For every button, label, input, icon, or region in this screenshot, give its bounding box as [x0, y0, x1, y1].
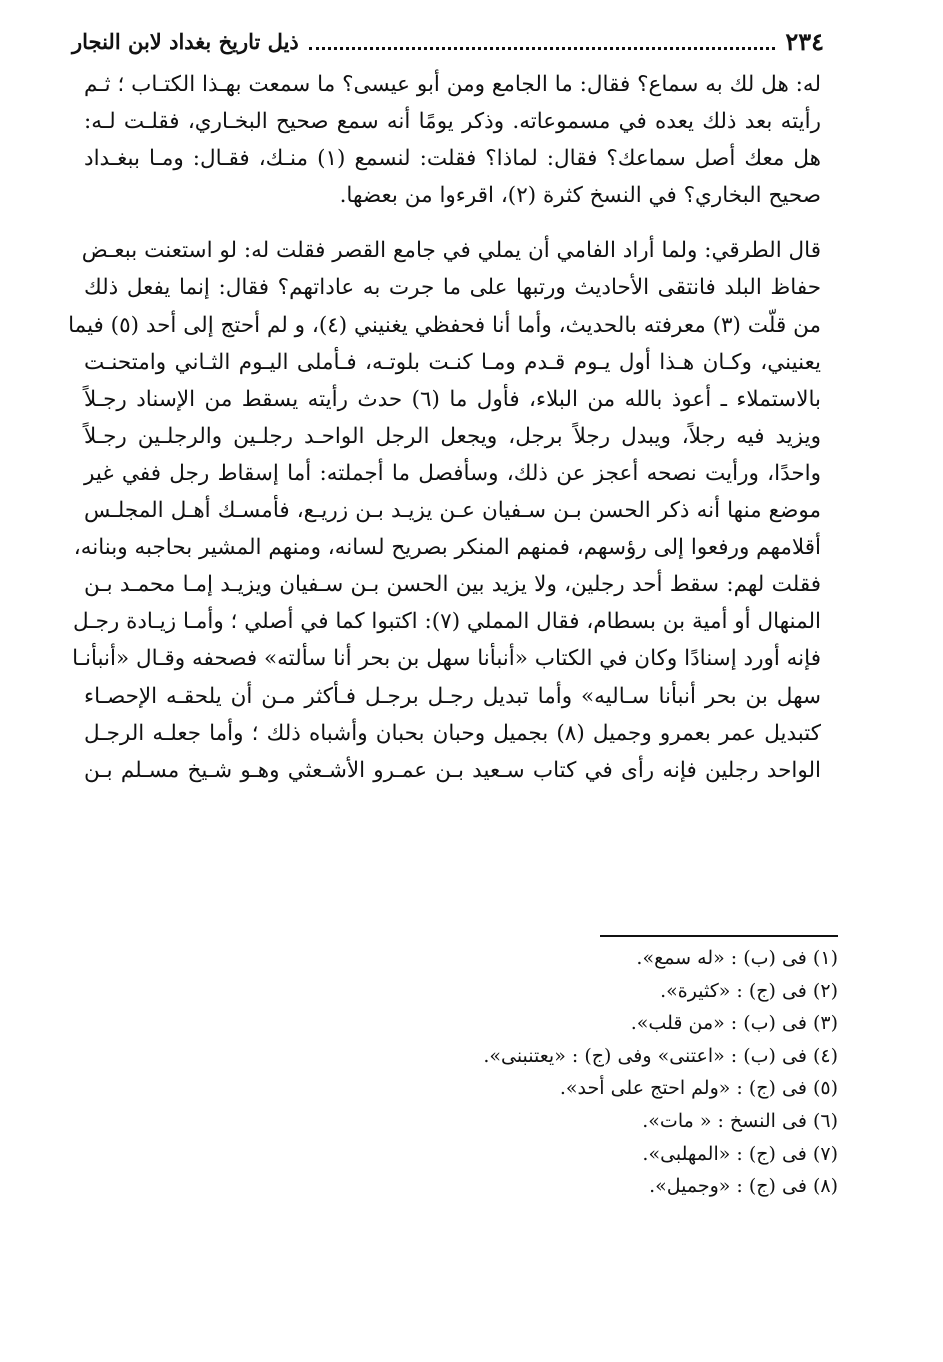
page-number: ٢٣٤	[785, 27, 824, 56]
text-line: ويزيد فيه رجلاً، ويبدل رجلاً برجل، ويجعل الرجل الواحـد رجلـين والرجلـين رجـلاً	[84, 423, 821, 449]
paragraph-1	[84, 66, 821, 214]
text-line: أقلامهم ورفعوا إلى رؤسهم، فمنهم المنكر بصريح لسانه، ومنهم المشير بحاجبه وبنانه،	[73, 535, 821, 561]
text-line: صحيح البخاري؟ في النسخ كثرة (٢)، اقرءوا من بعضها.	[339, 183, 821, 209]
text-line: حفاظ البلد فانتقى الأحاديث ورتبها على ما جرت به عاداتهم؟ فقال: إنما يفعل ذلك	[84, 275, 821, 301]
text-line: قال الطرقي: ولما أراد الفامي أن يملي في جامع القصر فقلت له: لو استعنت ببعـض	[81, 238, 821, 264]
text-line: المنهال أو أمية بن بسطام، فقال المملي (٧): اكتبوا كما في أصلي ؛ وأمـا زيـادة رجـل	[73, 609, 821, 635]
text-line: واحدًا، ورأيت نصحه أعجز عن ذلك، وسأفصل ما أجملته: أما إسقاط رجل ففي غير	[84, 460, 821, 486]
text-line: رأيته بعد ذلك يعده في مسموعاته. وذكر يومًا أنه سمع صحيح البخـاري، فقلـت لـه:	[84, 109, 821, 135]
footnote-2: (٢) فى (ج) : «كثيرة».	[660, 979, 838, 1002]
text-line: من قلّت (٣) معرفته بالحديث، وأما أنا فحفظي يغنيني (٤)، و لم أحتج إلى أحد (٥) فيما	[68, 312, 821, 338]
footnote-4: (٤) فى (ب) : «اعتنى» وفى (ج) : «يعتنبنى».	[483, 1044, 838, 1067]
text-line: فإنه أورد إسنادًا وكان في الكتاب «أنبأنا سهل بن بحر أنا سألته» فصحفه وقـال «أنبأنـا	[72, 646, 821, 672]
running-header	[72, 22, 824, 62]
header-title: ذيل تاريخ بغداد لابن النجار	[72, 29, 299, 54]
header-dotted-leader	[309, 47, 776, 50]
text-line: كتبديل عمر بعمرو وجميل (٨) بجميل وحبان بحبان وأشباه ذلك ؛ وأما جعلـه الرجـل	[84, 720, 821, 746]
footnote-1: (١) فى (ب) : «له سمع».	[636, 947, 838, 969]
text-line: سهل بن بحر أنبأنا سـاليه» وأما تبديل رجـل برجـل فـأكثر مـن أن يلحقـه الإحصـاء	[84, 683, 821, 709]
footnote-separator	[600, 935, 838, 937]
text-line: له: هل لك به سماع؟ فقال: ما الجامع ومن أبو عيسى؟ ما سمعت بهـذا الكتـاب ؛ ثـم	[84, 72, 821, 97]
paragraph-2	[68, 232, 821, 788]
footnote-3: (٣) فى (ب) : «من قلب».	[630, 1012, 838, 1035]
text-line: موضع منها أنه ذكر الحسن بـن سـفيان عـن يزيـد بـن زريـع، فأمسـك أهـل المجلـس	[84, 498, 821, 524]
footnote-5: (٥) فى (ج) : «ولم احتج على أحد».	[559, 1077, 838, 1100]
text-line: الواحد رجلين فإنه رأى في كتاب سـعيد بـن عمـرو الأشـعثي وهـو شـيخ مسـلم بـن	[84, 757, 821, 783]
main-text	[68, 66, 821, 789]
text-line: بالاستملاء ـ أعوذ بالله من البلاء، فأول ما (٦) حدث رأيته يسقط من الإسناد رجـلاً	[84, 386, 821, 412]
text-line: يعنيني، وكـان هـذا أول يـوم قـدم ومـا كنـت بلوتـه، فـأملى اليـوم الثـاني وامتحنـت	[84, 349, 821, 375]
footnote-7: (٧) فى (ج) : «المهلبى».	[642, 1142, 838, 1165]
footnotes	[318, 942, 838, 1203]
footnote-6: (٦) فى النسخ : « مات».	[642, 1109, 838, 1132]
footnote-8: (٨) فى (ج) : «وجميل».	[649, 1175, 838, 1198]
text-line: فقلت لهم: سقط أحد رجلين، ولا يزيد بين الحسن بـن سـفيان ويزيـد إمـا محمـد بـن	[84, 572, 821, 598]
text-line: هل معك أصل سماعك؟ فقال: لماذا؟ فقلت: لنسمع (١) منـك، فقـال: ومـا ببغـداد	[84, 146, 821, 172]
